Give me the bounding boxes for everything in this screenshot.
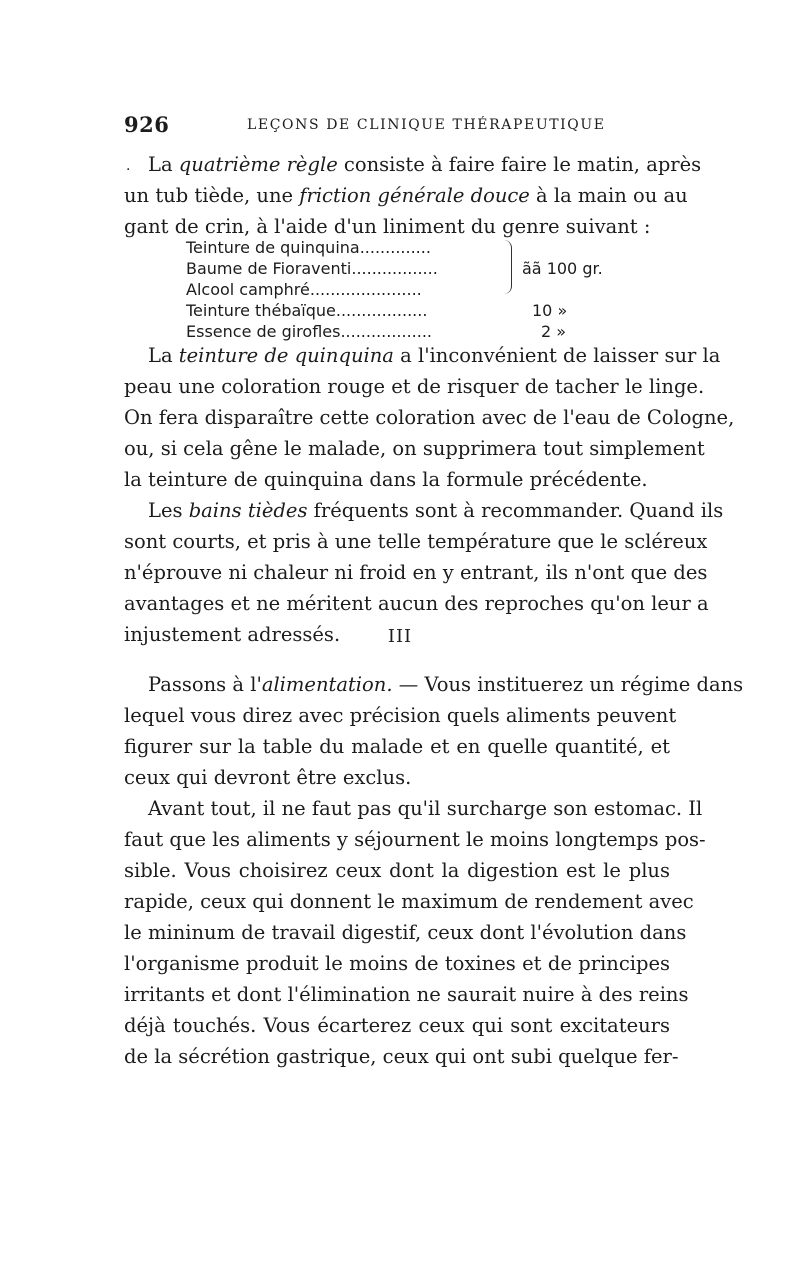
prescription-item: Teinture thébaïque..................	[186, 301, 428, 320]
text-run: à la main ou au	[529, 184, 688, 207]
paragraph-line: sible. Vous choisirez ceux dont la digestion est le plus	[124, 859, 670, 882]
page-number: 926	[124, 112, 170, 137]
paragraph-line: rapide, ceux qui donnent le maximum de rendement avec	[124, 890, 694, 913]
paragraph-line: n'éprouve ni chaleur ni froid en y entrant, ils n'ont que des	[124, 561, 708, 584]
quantity: 10 »	[532, 301, 568, 320]
paragraph-line	[124, 496, 724, 526]
italic-term: friction générale douce	[299, 184, 530, 207]
prescription-item: Baume de Fioraventi.................	[186, 259, 438, 278]
paragraph-line: avantages et ne méritent aucun des reproches qu'on leur a	[124, 592, 709, 615]
paragraph-line: On fera disparaître cette coloration avec de l'eau de Cologne,	[124, 406, 735, 429]
margin-mark: ·	[126, 162, 131, 178]
running-title: LEÇONS DE CLINIQUE THÉRAPEUTIQUE	[247, 117, 606, 133]
prescription-item: Teinture de quinquina..............	[186, 238, 431, 257]
paragraph-line: lequel vous direz avec précision quels aliments peuvent	[124, 704, 677, 727]
italic-term: teinture de quinquina	[178, 344, 394, 367]
page-header	[124, 112, 680, 142]
text-run: Passons à l'	[148, 673, 262, 696]
text-run: a l'inconvénient de laisser sur la	[393, 344, 721, 367]
grouping-brace	[503, 240, 512, 294]
text-run: La	[148, 153, 179, 176]
paragraph-line	[124, 150, 702, 180]
paragraph-line: irritants et dont l'élimination ne saurait nuire à des reins	[124, 983, 689, 1006]
paragraph-line: le mininum de travail digestif, ceux dont l'évolution dans	[124, 921, 687, 944]
italic-term: quatrième règle	[178, 153, 338, 176]
paragraph-line	[124, 181, 688, 211]
paragraph-line: gant de crin, à l'aide d'un liniment du genre suivant :	[124, 215, 651, 238]
text-run: — Vous instituerez un régime dans	[392, 673, 744, 696]
paragraph-line	[124, 341, 721, 371]
paragraph-line: la teinture de quinquina dans la formule précédente.	[124, 468, 648, 491]
paragraph-line: faut que les aliments y séjournent le moins longtemps pos-	[124, 828, 706, 851]
paragraph-line: peau une coloration rouge et de risquer de tacher le linge.	[124, 375, 705, 398]
paragraph-line: l'organisme produit le moins de toxines et de principes	[124, 952, 670, 975]
section-heading: III	[387, 626, 413, 647]
paragraph-line	[124, 670, 744, 700]
paragraph-line: déjà touchés. Vous écarterez ceux qui sont excitateurs	[124, 1014, 670, 1037]
text-run: Les	[148, 499, 189, 522]
paragraph-line: ou, si cela gêne le malade, on supprimera tout simplement	[124, 437, 705, 460]
text-run: consiste à faire faire le matin, après	[337, 153, 702, 176]
paragraph-line: Avant tout, il ne faut pas qu'il surcharge son estomac. Il	[148, 797, 703, 820]
text-run: La	[148, 344, 179, 367]
text-run: un tub tiède, une	[124, 184, 300, 207]
italic-term: alimentation.	[261, 673, 393, 696]
paragraph-line: sont courts, et pris à une telle température que le scléreux	[124, 530, 708, 553]
paragraph-line: de la sécrétion gastrique, ceux qui ont subi quelque fer-	[124, 1045, 679, 1068]
text-run: fréquents sont à recommander. Quand ils	[307, 499, 724, 522]
paragraph-line: figurer sur la table du malade et en quelle quantité, et	[124, 735, 670, 758]
group-quantity: ãã 100 gr.	[522, 259, 603, 278]
paragraph-line: injustement adressés.	[124, 623, 341, 646]
paragraph-line: ceux qui devront être exclus.	[124, 766, 412, 789]
prescription-item: Alcool camphré......................	[186, 280, 422, 299]
italic-term: bains tièdes	[188, 499, 308, 522]
quantity: 2 »	[541, 322, 567, 341]
prescription-item: Essence de girofles..................	[186, 322, 432, 341]
